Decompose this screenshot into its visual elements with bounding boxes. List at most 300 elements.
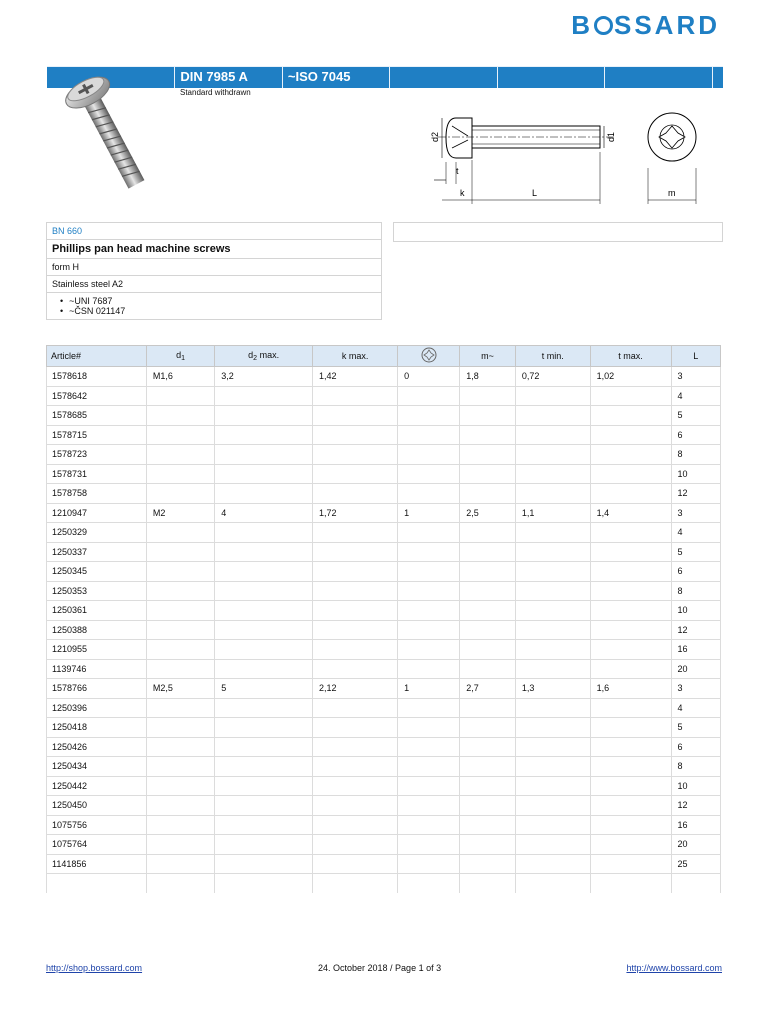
table-cell [215, 620, 313, 640]
table-cell [398, 640, 460, 660]
article-number-cell: 1250434 [47, 757, 147, 777]
table-cell [146, 425, 214, 445]
table-row[interactable] [47, 835, 721, 855]
table-cell [515, 874, 590, 893]
table-cell [460, 815, 516, 835]
table-cell: 2,5 [460, 503, 516, 523]
table-row[interactable] [47, 757, 721, 777]
product-form: form H [47, 259, 381, 276]
header-d1: $d_1$ [146, 346, 214, 367]
logo-letters: SSARD [613, 10, 720, 40]
product-equivalents [47, 293, 381, 319]
table-cell: 2,12 [313, 679, 398, 699]
table-cell [460, 835, 516, 855]
table-cell [215, 718, 313, 738]
table-cell [515, 523, 590, 543]
article-number-cell: 1250388 [47, 620, 147, 640]
table-cell [215, 659, 313, 679]
footer-left [46, 963, 142, 973]
table-cell: M2,5 [146, 679, 214, 699]
table-cell [590, 815, 671, 835]
table-cell: 20 [671, 835, 720, 855]
table-cell: 3,2 [215, 367, 313, 387]
table-cell: 1,3 [515, 679, 590, 699]
table-cell: 12 [671, 796, 720, 816]
table-cell [460, 386, 516, 406]
table-cell [460, 562, 516, 582]
table-cell [460, 425, 516, 445]
table-cell [515, 659, 590, 679]
header-cell-5 [604, 67, 712, 88]
table-row[interactable] [47, 776, 721, 796]
table-cell [146, 523, 214, 543]
equivalent-item: • ~UNI 7687 [60, 296, 376, 306]
table-cell [398, 386, 460, 406]
table-cell [398, 406, 460, 426]
header-d2: $d_2$ max. [215, 346, 313, 367]
table-cell [590, 601, 671, 621]
table-cell [146, 835, 214, 855]
table-cell [460, 620, 516, 640]
table-cell [146, 386, 214, 406]
table-cell [671, 874, 720, 893]
table-cell: 1 [398, 503, 460, 523]
table-cell [515, 737, 590, 757]
table-row[interactable] [47, 406, 721, 426]
table-cell: 16 [671, 815, 720, 835]
table-cell [460, 698, 516, 718]
table-cell [398, 815, 460, 835]
table-row[interactable] [47, 367, 721, 387]
table-cell [313, 854, 398, 874]
label-l: L [532, 188, 538, 198]
table-cell [398, 425, 460, 445]
table-cell [590, 562, 671, 582]
table-cell [313, 815, 398, 835]
table-cell: 20 [671, 659, 720, 679]
article-number-cell: 1075764 [47, 835, 147, 855]
table-cell [590, 796, 671, 816]
table-cell: 10 [671, 464, 720, 484]
article-number-cell: 1250329 [47, 523, 147, 543]
table-cell: 1 [398, 679, 460, 699]
table-cell [146, 874, 214, 893]
table-cell [590, 874, 671, 893]
table-cell [215, 796, 313, 816]
table-cell [146, 737, 214, 757]
table-cell [590, 659, 671, 679]
table-cell [398, 835, 460, 855]
table-cell [146, 796, 214, 816]
table-cell: 1,02 [590, 367, 671, 387]
table-cell [215, 601, 313, 621]
table-cell [590, 835, 671, 855]
table-cell [215, 542, 313, 562]
table-row[interactable] [47, 620, 721, 640]
table-row[interactable] [47, 523, 721, 543]
article-number-cell: 1141856 [47, 854, 147, 874]
table-cell [313, 620, 398, 640]
table-cell: 5 [671, 406, 720, 426]
article-number-cell: 1578642 [47, 386, 147, 406]
table-cell [313, 737, 398, 757]
table-cell [215, 854, 313, 874]
table-cell [590, 854, 671, 874]
table-cell [515, 776, 590, 796]
table-row[interactable] [47, 484, 721, 504]
table-cell [313, 640, 398, 660]
table-cell: 0,72 [515, 367, 590, 387]
table-cell: 8 [671, 581, 720, 601]
table-cell [146, 659, 214, 679]
table-cell [313, 445, 398, 465]
table-cell [515, 484, 590, 504]
table-cell: 2,7 [460, 679, 516, 699]
table-cell: 5 [671, 542, 720, 562]
table-row[interactable] [47, 796, 721, 816]
table-cell: 3 [671, 503, 720, 523]
table-cell [515, 601, 590, 621]
table-cell [313, 425, 398, 445]
table-cell [398, 796, 460, 816]
table-cell: 25 [671, 854, 720, 874]
article-number-cell: 1210947 [47, 503, 147, 523]
table-cell [460, 776, 516, 796]
label-m: m [668, 188, 676, 198]
table-row[interactable] [47, 679, 721, 699]
label-d1: d1 [606, 131, 616, 142]
table-cell [146, 542, 214, 562]
product-info-box [46, 222, 382, 320]
table-cell [398, 581, 460, 601]
table-cell: 4 [671, 386, 720, 406]
phillips-recess-icon [421, 347, 437, 363]
table-cell [460, 581, 516, 601]
table-cell [146, 698, 214, 718]
table-cell [398, 523, 460, 543]
empty-info-box [393, 222, 723, 242]
table-cell [590, 484, 671, 504]
table-cell [313, 757, 398, 777]
table-cell [146, 854, 214, 874]
table-cell [460, 464, 516, 484]
table-cell: 4 [215, 503, 313, 523]
label-t: t [456, 166, 459, 176]
table-cell [515, 698, 590, 718]
table-header-row [47, 346, 721, 367]
header-cell-iso: ~ISO 7045 [282, 67, 390, 88]
table-cell [215, 698, 313, 718]
header-t-min: t min. [515, 346, 590, 367]
footer-right [626, 963, 722, 973]
table-cell: M2 [146, 503, 214, 523]
table-cell [590, 620, 671, 640]
table-cell [398, 874, 460, 893]
table-cell [460, 854, 516, 874]
table-cell: 12 [671, 484, 720, 504]
table-cell: 12 [671, 620, 720, 640]
article-number-cell: 1578758 [47, 484, 147, 504]
table-cell [313, 581, 398, 601]
table-row[interactable] [47, 718, 721, 738]
table-cell [460, 542, 516, 562]
table-cell [398, 718, 460, 738]
table-empty-row [47, 874, 721, 893]
article-number-cell: 1250345 [47, 562, 147, 582]
table-cell [398, 562, 460, 582]
header-cell-4 [497, 67, 605, 88]
table-cell [313, 562, 398, 582]
standard-withdrawn-note: Standard withdrawn [180, 88, 251, 97]
logo-ring-icon [593, 10, 614, 41]
table-cell [460, 406, 516, 426]
table-cell [515, 542, 590, 562]
article-number-cell: 1250396 [47, 698, 147, 718]
table-cell [460, 445, 516, 465]
table-cell [590, 464, 671, 484]
table-cell [460, 718, 516, 738]
table-cell [313, 542, 398, 562]
table-cell [146, 562, 214, 582]
table-cell [460, 737, 516, 757]
table-cell [313, 406, 398, 426]
article-number-cell: 1075756 [47, 815, 147, 835]
table-cell [590, 776, 671, 796]
table-cell [398, 601, 460, 621]
article-number-cell: 1139746 [47, 659, 147, 679]
article-number-cell: 1578715 [47, 425, 147, 445]
table-row[interactable] [47, 445, 721, 465]
table-cell: 4 [671, 523, 720, 543]
table-cell: 4 [671, 698, 720, 718]
table-cell [215, 386, 313, 406]
dimension-drawing [428, 100, 728, 215]
table-cell [515, 718, 590, 738]
table-row[interactable] [47, 386, 721, 406]
table-cell [398, 542, 460, 562]
header-cell-din: DIN 7985 A [174, 67, 282, 88]
table-row[interactable] [47, 542, 721, 562]
table-cell [215, 425, 313, 445]
table-cell: 3 [671, 679, 720, 699]
table-cell [398, 854, 460, 874]
table-cell [515, 562, 590, 582]
table-cell [313, 484, 398, 504]
footer-date-page: 24. October 2018 / Page 1 of 3 [318, 963, 442, 973]
table-cell: 1,72 [313, 503, 398, 523]
table-cell [590, 757, 671, 777]
table-cell [215, 523, 313, 543]
table-cell [590, 386, 671, 406]
table-cell [515, 815, 590, 835]
article-number-cell: 1578723 [47, 445, 147, 465]
article-number-cell: 1578731 [47, 464, 147, 484]
screw-product-image [55, 60, 165, 205]
table-cell [590, 425, 671, 445]
table-cell [515, 406, 590, 426]
table-cell [590, 718, 671, 738]
table-cell [460, 484, 516, 504]
table-cell [398, 464, 460, 484]
table-cell [146, 718, 214, 738]
table-cell: 1,42 [313, 367, 398, 387]
header-k: k max. [313, 346, 398, 367]
logo-letter-b: B [571, 10, 593, 40]
table-cell [515, 835, 590, 855]
table-cell [215, 445, 313, 465]
article-number-cell: 1250353 [47, 581, 147, 601]
table-cell [313, 523, 398, 543]
table-row[interactable] [47, 854, 721, 874]
table-row[interactable] [47, 815, 721, 835]
table-cell [146, 757, 214, 777]
table-cell [590, 406, 671, 426]
table-cell [313, 386, 398, 406]
header-l: L [671, 346, 720, 367]
table-cell [215, 835, 313, 855]
product-code[interactable]: BN 660 [47, 223, 381, 240]
bossard-logo[interactable] [571, 10, 720, 41]
table-cell: 5 [671, 718, 720, 738]
table-cell [460, 523, 516, 543]
table-cell: 0 [398, 367, 460, 387]
table-cell: 3 [671, 367, 720, 387]
table-cell [215, 640, 313, 660]
article-table [46, 345, 721, 893]
table-cell [313, 601, 398, 621]
table-cell [313, 698, 398, 718]
table-cell [460, 601, 516, 621]
table-cell: 6 [671, 562, 720, 582]
table-row[interactable] [47, 698, 721, 718]
table-cell [313, 464, 398, 484]
table-cell [515, 620, 590, 640]
table-cell [146, 620, 214, 640]
table-cell [146, 581, 214, 601]
table-cell [398, 776, 460, 796]
article-number-cell: 1250361 [47, 601, 147, 621]
article-number-cell: 1250450 [47, 796, 147, 816]
table-cell [215, 815, 313, 835]
table-cell [590, 737, 671, 757]
table-cell [398, 620, 460, 640]
table-cell [398, 445, 460, 465]
table-cell [515, 757, 590, 777]
table-cell [215, 776, 313, 796]
product-material: Stainless steel A2 [47, 276, 381, 293]
table-cell [215, 581, 313, 601]
table-cell [215, 464, 313, 484]
table-cell [460, 796, 516, 816]
table-cell: 16 [671, 640, 720, 660]
table-cell [460, 874, 516, 893]
table-cell [515, 386, 590, 406]
table-cell [515, 425, 590, 445]
label-d2: d2 [430, 131, 440, 142]
article-number-cell: 1250442 [47, 776, 147, 796]
table-cell [215, 737, 313, 757]
table-cell [313, 659, 398, 679]
table-cell: 5 [215, 679, 313, 699]
table-row[interactable] [47, 601, 721, 621]
table-cell [215, 406, 313, 426]
table-cell [590, 640, 671, 660]
article-number-cell: 1578766 [47, 679, 147, 699]
table-cell [460, 659, 516, 679]
shop-link[interactable]: http://shop.bossard.com [46, 963, 143, 973]
article-number-cell: 1578685 [47, 406, 147, 426]
table-cell [313, 776, 398, 796]
table-cell: 1,8 [460, 367, 516, 387]
table-cell: 10 [671, 776, 720, 796]
table-row[interactable] [47, 659, 721, 679]
article-number-cell: 1250426 [47, 737, 147, 757]
header-article: Article# [47, 346, 147, 367]
table-cell [590, 581, 671, 601]
table-cell [398, 757, 460, 777]
table-cell [215, 757, 313, 777]
table-cell [590, 542, 671, 562]
table-cell [460, 640, 516, 660]
table-cell [460, 757, 516, 777]
table-cell [515, 796, 590, 816]
website-link[interactable]: http://www.bossard.com [626, 963, 722, 973]
table-cell [47, 874, 147, 893]
table-cell: 6 [671, 737, 720, 757]
header-t-max: t max. [590, 346, 671, 367]
table-cell [515, 854, 590, 874]
table-cell [146, 815, 214, 835]
table-row[interactable] [47, 581, 721, 601]
table-cell [146, 640, 214, 660]
header-cell-6 [712, 67, 723, 88]
table-cell [215, 484, 313, 504]
table-cell [146, 406, 214, 426]
table-cell [146, 484, 214, 504]
article-number-cell: 1250418 [47, 718, 147, 738]
table-cell [515, 464, 590, 484]
table-cell: 6 [671, 425, 720, 445]
table-cell [215, 874, 313, 893]
label-k: k [460, 188, 465, 198]
table-cell [398, 659, 460, 679]
table-cell: 8 [671, 757, 720, 777]
header-cell-3 [389, 67, 497, 88]
table-cell: 10 [671, 601, 720, 621]
table-cell [146, 445, 214, 465]
table-cell [590, 698, 671, 718]
table-cell [313, 796, 398, 816]
table-row[interactable] [47, 464, 721, 484]
table-cell [515, 445, 590, 465]
table-row[interactable] [47, 737, 721, 757]
table-cell: 1,1 [515, 503, 590, 523]
table-row[interactable] [47, 503, 721, 523]
table-cell [215, 562, 313, 582]
table-cell [313, 718, 398, 738]
table-row[interactable] [47, 640, 721, 660]
table-row[interactable] [47, 562, 721, 582]
table-cell [515, 581, 590, 601]
table-cell [313, 874, 398, 893]
product-title: Phillips pan head machine screws [47, 240, 381, 259]
table-row[interactable] [47, 425, 721, 445]
article-table-body [47, 367, 721, 893]
table-cell: 1,4 [590, 503, 671, 523]
table-cell [398, 737, 460, 757]
table-cell [146, 776, 214, 796]
table-cell [590, 523, 671, 543]
